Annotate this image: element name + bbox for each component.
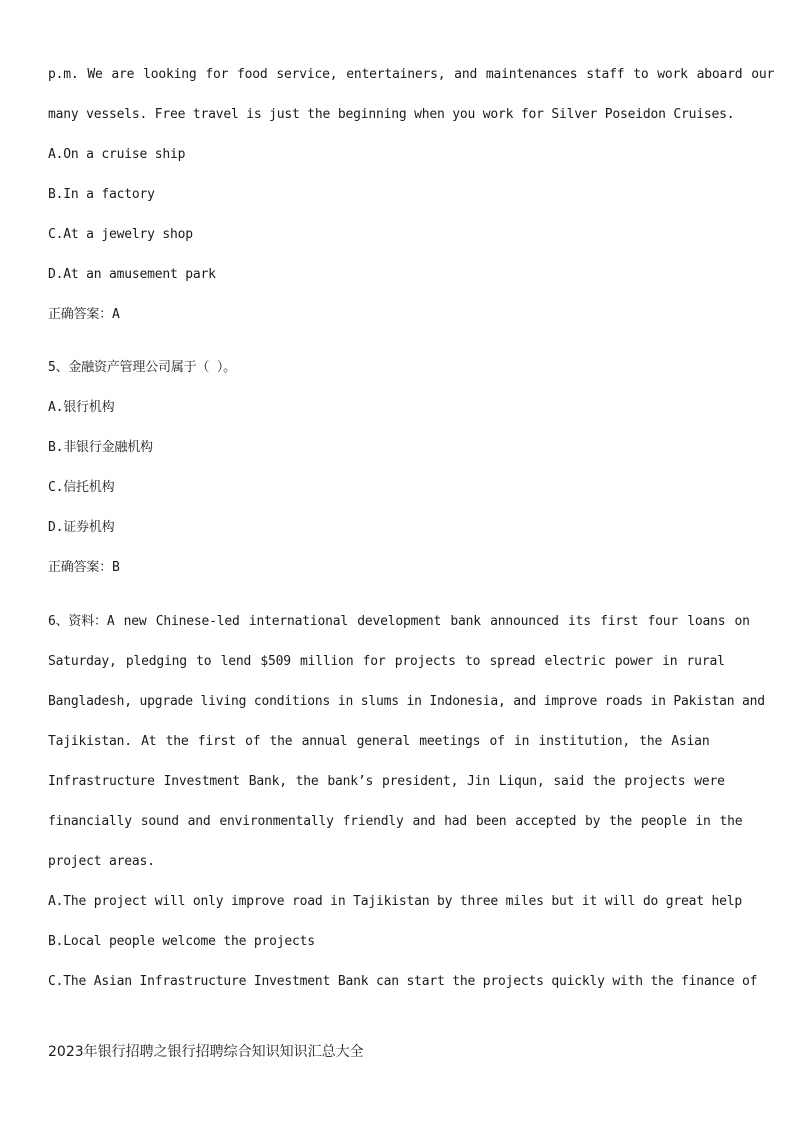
passage-line: financially sound and environmentally friendly and had been accepted by the people in the: [48, 814, 743, 829]
option-a: A.The project will only improve road in Tajikistan by three miles but it will do great help: [48, 894, 743, 909]
passage-line: p.m. We are looking for food service, entertainers, and maintenances staff to work aboard our: [48, 67, 775, 82]
option-c: C.At a jewelry shop: [48, 227, 193, 242]
option-c: C.The Asian Infrastructure Investment Bank can start the projects quickly with the finance of: [48, 974, 758, 989]
answer-text: 正确答案：A: [48, 307, 120, 322]
page-footer: 2023年银行招聘之银行招聘综合知识知识汇总大全: [48, 1044, 364, 1060]
option-a: A.银行机构: [48, 400, 115, 415]
option-d: D.证券机构: [48, 520, 115, 535]
answer-text: 正确答案：B: [48, 560, 120, 575]
question-prompt: 5、金融资产管理公司属于（ ）。: [48, 360, 236, 375]
passage-line: many vessels. Free travel is just the beginning when you work for Silver Poseidon Cruises.: [48, 107, 735, 122]
option-b: B.非银行金融机构: [48, 440, 153, 455]
option-b: B.In a factory: [48, 187, 155, 202]
passage-line: 6、资料：A new Chinese-led international development bank announced its first four loans on: [48, 614, 750, 629]
passage-line: project areas.: [48, 854, 155, 869]
option-d: D.At an amusement park: [48, 267, 216, 282]
passage-line: Infrastructure Investment Bank, the bank’s president, Jin Liqun, said the projects were: [48, 774, 725, 789]
option-b: B.Local people welcome the projects: [48, 934, 315, 949]
option-a: A.On a cruise ship: [48, 147, 186, 162]
passage-line: Tajikistan. At the first of the annual general meetings of in institution, the Asian: [48, 734, 710, 749]
passage-line: Saturday, pledging to lend $509 million for projects to spread electric power in rural: [48, 654, 725, 669]
option-c: C.信托机构: [48, 480, 115, 495]
passage-line: Bangladesh, upgrade living conditions in slums in Indonesia, and improve roads in Pakistan and: [48, 694, 765, 709]
